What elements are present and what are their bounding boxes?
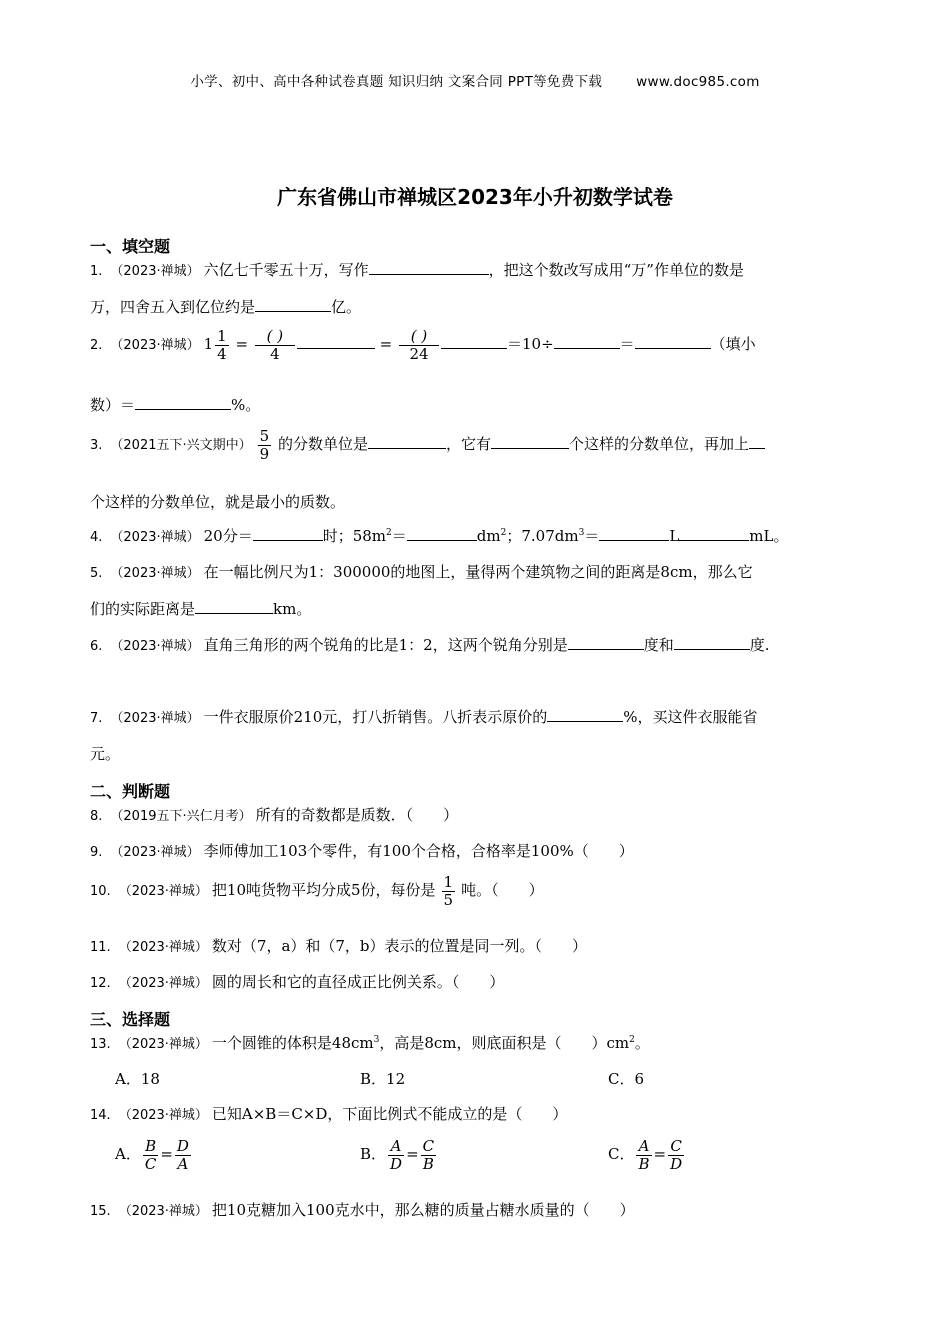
question-2-line-2: 数）＝ %。	[90, 396, 261, 414]
page-header	[0, 70, 950, 90]
answer-blank[interactable]	[369, 260, 489, 275]
question-3-line-2: 个这样的分数单位，就是最小的质数。	[90, 493, 346, 511]
answer-blank[interactable]	[568, 635, 644, 650]
question-4: 4. （2023·禅城） 20分＝ 时；$58m^2= dm^2$；$7.07dm^3= L$ mL。	[90, 527, 789, 545]
fraction: $\frac{5}{9}$	[259, 427, 270, 463]
question-15: 15. （2023·禅城） 把10克糖加入100克水中，那么糖的质量占糖水质量的（ ）	[90, 1201, 635, 1219]
question-3: 3. （2021五下·兴文期中） $\frac{5}{9}$ 的分数单位是 ，它有 个这样的分数单位，再加上	[90, 428, 862, 462]
answer-blank[interactable]	[547, 707, 623, 722]
answer-blank[interactable]	[749, 434, 765, 449]
fraction: $\frac{1}{5}$	[443, 873, 454, 909]
page-title: 广东省佛山市禅城区2023年小升初数学试卷	[277, 185, 673, 209]
answer-blank[interactable]	[135, 395, 231, 410]
option-c[interactable]: C．6	[608, 1070, 645, 1088]
answer-blank[interactable]	[297, 334, 375, 349]
answer-blank[interactable]	[635, 334, 711, 349]
option-c[interactable]: C． $\frac{A}{B}$ = $\frac{C}{D}$	[608, 1137, 683, 1173]
answer-blank[interactable]	[195, 599, 273, 614]
question-5-line-2: 们的实际距离是 km。	[90, 600, 312, 618]
header-text: 小学、初中、高中各种试卷真题 知识归纳 文案合同 PPT等免费下载	[190, 74, 603, 90]
section-multiple-choice: 三、选择题	[90, 1010, 171, 1029]
question-9: 9. （2023·禅城） 李师傅加工103个零件，有100个合格，合格率是100%（ ）	[90, 842, 634, 860]
question-7-line-2: 元。	[90, 745, 121, 763]
question-13: 13. （2023·禅城） 一个圆锥的体积是$48cm^3$，高是8cm，则底面积是（ ）$cm^2$。	[90, 1034, 650, 1052]
question-11: 11. （2023·禅城） 数对（7，a）和（7，b）表示的位置是同一列。（ ）	[90, 937, 588, 955]
answer-blank[interactable]	[599, 526, 669, 541]
answer-blank[interactable]	[674, 635, 750, 650]
section-fill-blank: 一、填空题	[90, 237, 171, 256]
question-1: 1. （2023·禅城） 六亿七千零五十万，写作 ，把这个数改写成用“万”作单位的数是	[90, 261, 744, 279]
question-10: 10. （2023·禅城） 把10吨货物平均分成5份，每份是 $\frac{1}{5}$ 吨。（ ）	[90, 873, 544, 909]
option-a[interactable]: A． $\frac{B}{C}$ = $\frac{D}{A}$	[115, 1137, 189, 1173]
option-b[interactable]: B． $\frac{A}{D}$ = $\frac{C}{B}$	[360, 1137, 435, 1173]
question-7: 7. （2023·禅城） 一件衣服原价210元，打八折销售。八折表示原价的 %，买这件衣服能省	[90, 708, 758, 726]
question-8: 8. （2019五下·兴仁月考） 所有的奇数都是质数．（ ）	[90, 806, 459, 824]
answer-blank[interactable]	[253, 526, 323, 541]
option-a[interactable]: A．18	[115, 1070, 160, 1088]
fraction: ( ) 4	[255, 328, 295, 362]
answer-blank[interactable]	[679, 526, 749, 541]
header-site: www.doc985.com	[636, 74, 760, 90]
option-b[interactable]: B．12	[360, 1070, 406, 1088]
question-5: 5. （2023·禅城） 在一幅比例尺为1：300000的地图上，量得两个建筑物之间的距离是8cm，那么它	[90, 563, 753, 581]
answer-blank[interactable]	[491, 434, 569, 449]
answer-blank[interactable]	[255, 297, 331, 312]
answer-blank[interactable]	[407, 526, 477, 541]
answer-blank[interactable]	[441, 334, 507, 349]
question-2: 2. （2023·禅城） 1 $\frac{1}{4}$ = ( ) 4 = ( ) 24 ＝10÷ ＝ （填小	[90, 327, 756, 363]
answer-blank[interactable]	[368, 434, 446, 449]
question-14-options	[115, 1138, 862, 1188]
question-12: 12. （2023·禅城） 圆的周长和它的直径成正比例关系。（ ）	[90, 973, 505, 991]
fraction: $\frac{1}{4}$	[217, 327, 227, 363]
answer-blank[interactable]	[554, 334, 620, 349]
fraction: ( ) 24	[399, 328, 439, 362]
question-14: 14. （2023·禅城） 已知A×B＝C×D，下面比例式不能成立的是（ ）	[90, 1105, 568, 1123]
question-6: 6. （2023·禅城） 直角三角形的两个锐角的比是1：2，这两个锐角分别是 度和 度.	[90, 636, 770, 654]
question-1-line-2: 万，四舍五入到亿位约是 亿。	[90, 298, 362, 316]
section-true-false: 二、判断题	[90, 782, 171, 801]
